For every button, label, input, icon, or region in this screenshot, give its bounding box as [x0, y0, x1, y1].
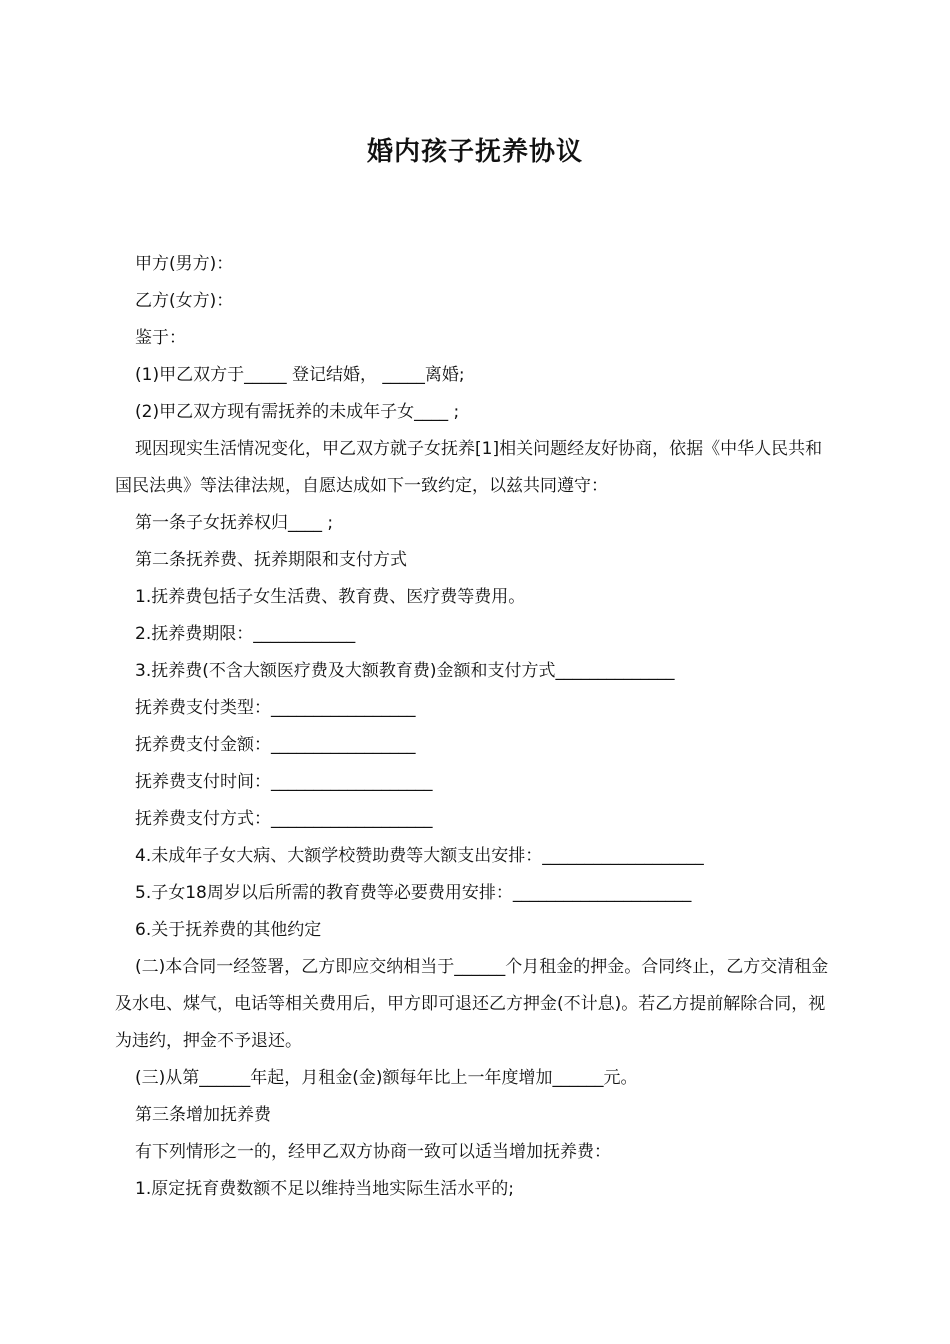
document-title: 婚内孩子抚养协议 [366, 137, 583, 167]
article-2-heading: 第二条抚养费、抚养期限和支付方式 [135, 550, 407, 570]
document-body [115, 246, 837, 1208]
article-1-custody: 第一条子女抚养权归____ ; [135, 513, 334, 533]
article-3-intro: 有下列情形之一的，经甲乙双方协商一致可以适当增加抚养费： [135, 1142, 611, 1162]
party-b-line: 乙方(女方)： [135, 291, 234, 311]
article-3-heading: 第三条增加抚养费 [135, 1105, 271, 1125]
payment-time-line: 抚养费支付时间：___________________ [135, 772, 433, 792]
rent-increase-paragraph: (三)从第______年起，月租金(金)额每年比上一年度增加______元。 [135, 1068, 638, 1088]
article-3-item-1: 1.原定抚育费数额不足以维持当地实际生活水平的; [135, 1179, 514, 1199]
article-2-item-3: 3.抚养费(不含大额医疗费及大额教育费)金额和支付方式______________ [135, 661, 675, 681]
payment-amount-line: 抚养费支付金额：_________________ [135, 735, 416, 755]
article-2-item-6: 6.关于抚养费的其他约定 [135, 920, 322, 940]
article-2-item-1: 1.抚养费包括子女生活费、教育费、医疗费等费用。 [135, 587, 526, 607]
whereas-item-1: (1)甲乙双方于_____ 登记结婚， _____离婚; [135, 365, 465, 385]
whereas-heading: 鉴于： [135, 328, 186, 348]
article-2-item-5: 5.子女18周岁以后所需的教育费等必要费用安排：_____________________ [135, 883, 692, 903]
payment-type-line: 抚养费支付类型：_________________ [135, 698, 416, 718]
deposit-paragraph: (二)本合同一经签署，乙方即应交纳相当于______个月租金的押金。合同终止，乙方交清租金及水电、煤气，电话等相关费用后，甲方即可退还乙方押金(不计息)。若乙方提前解除合同，视为违约，押金不予退还。 [115, 957, 829, 1051]
whereas-item-2: (2)甲乙双方现有需抚养的未成年子女____ ; [135, 402, 460, 422]
article-2-item-4: 4.未成年子女大病、大额学校赞助费等大额支出安排：___________________ [135, 846, 704, 866]
payment-method-line: 抚养费支付方式：___________________ [135, 809, 433, 829]
preamble-paragraph: 现因现实生活情况变化，甲乙双方就子女抚养[1]相关问题经友好协商，依据《中华人民共和国民法典》等法律法规，自愿达成如下一致约定，以兹共同遵守： [115, 439, 823, 496]
party-a-line: 甲方(男方)： [135, 254, 234, 274]
article-2-item-2: 2.抚养费期限：____________ [135, 624, 356, 644]
